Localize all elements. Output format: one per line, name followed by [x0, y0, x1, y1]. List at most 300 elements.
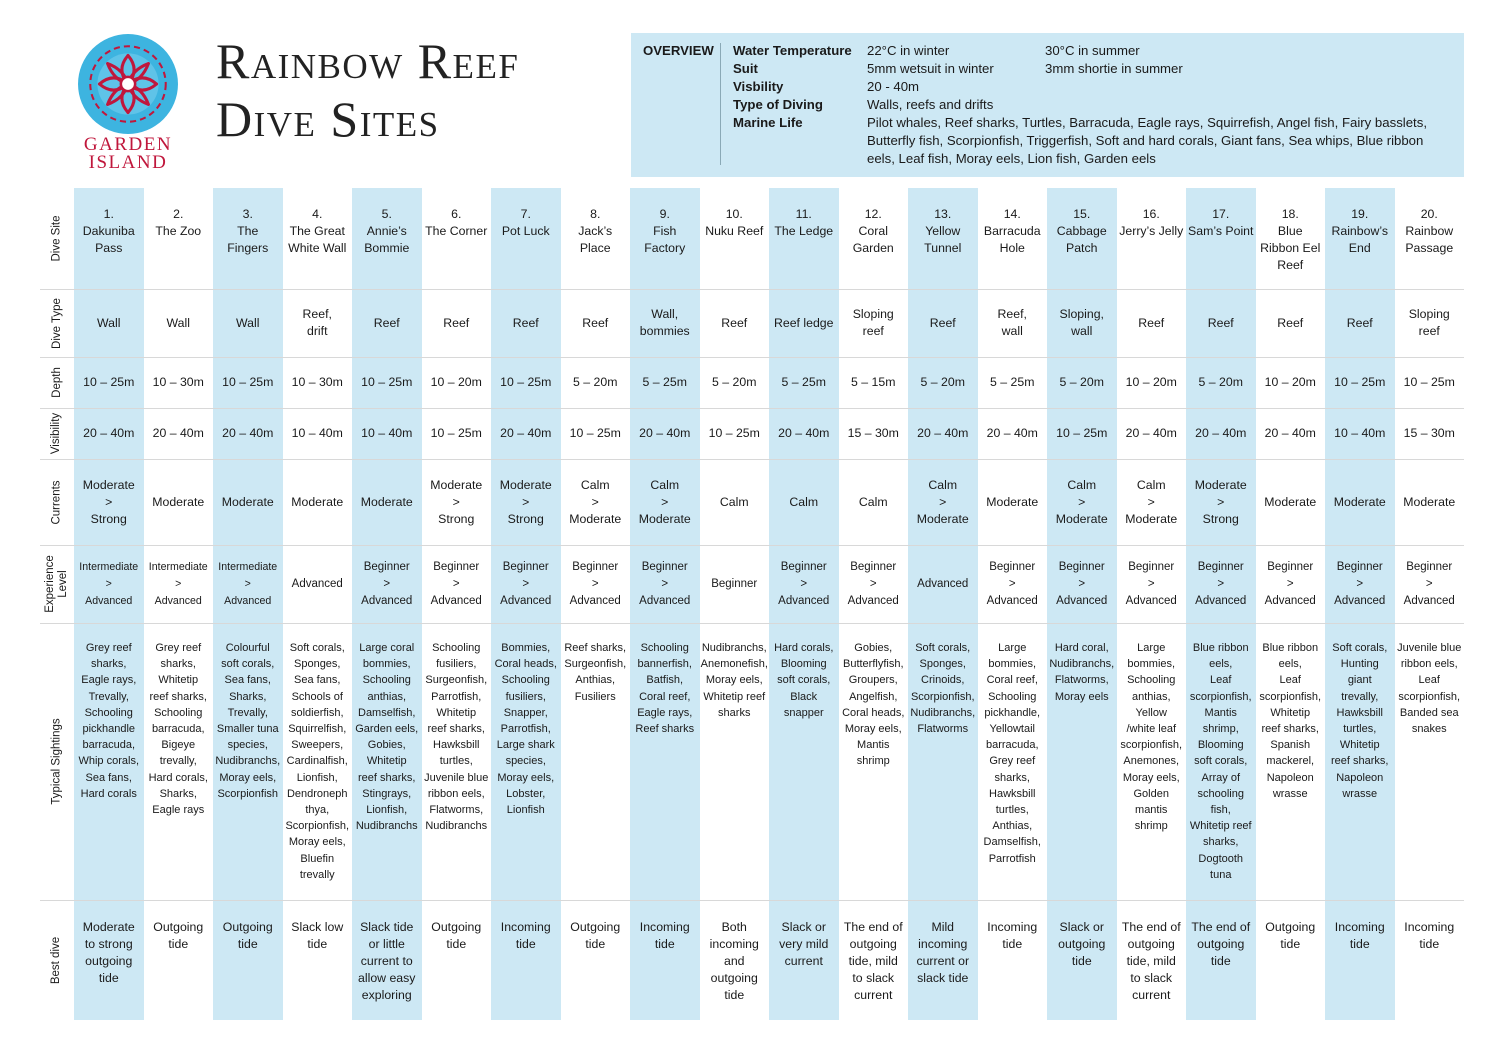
row-header-label: Currents [50, 479, 63, 525]
site-16-exp-cell [1117, 545, 1187, 623]
site-19-sightings-cell [1325, 623, 1395, 900]
overview-value-secondary: 30°C in summer [1045, 43, 1140, 58]
cell-text: Moderate [152, 494, 205, 509]
site-9-type-cell [630, 289, 700, 357]
site-7-sightings-cell [491, 623, 561, 900]
site-4-best-cell [283, 900, 353, 1020]
cell-text: Calm > Moderate [638, 477, 691, 526]
site-6-best-cell [422, 900, 492, 1020]
cell-text: Incoming tide [500, 920, 551, 951]
site-3-best-cell [213, 900, 283, 1020]
row-header-label: Experience Level [44, 555, 70, 613]
site-9-vis-cell [630, 408, 700, 459]
cell-text: 20 – 40m [917, 426, 969, 440]
site-7-vis-cell [491, 408, 561, 459]
site-9-name-cell [630, 188, 700, 289]
row-header-depth [40, 357, 74, 408]
cell-text: Calm > Moderate [1055, 477, 1108, 526]
cell-text: 5. Annie’s Bommie [364, 207, 410, 255]
cell-text: Moderate [1264, 494, 1317, 509]
cell-text: Reef [1346, 315, 1373, 330]
cell-text: Blue ribbon eels, Leaf scorpionfish, Mantis shrimp, Blooming soft corals, Array of schooling fish, Whitetip reef sharks, Dogtooth tuna [1189, 642, 1252, 881]
site-13-name-cell [908, 188, 978, 289]
site-16-currents-cell [1117, 459, 1187, 545]
cell-text: Hard coral, Nudibranchs, Flatworms, Moray eels [1049, 642, 1115, 703]
cell-text: 13. Yellow Tunnel [924, 207, 962, 255]
overview-panel [631, 33, 1464, 177]
cell-text: Outgoing tide [222, 920, 273, 951]
cell-text: 10 – 25m [222, 375, 274, 389]
site-14-type-cell [978, 289, 1048, 357]
site-1-sightings-cell [74, 623, 144, 900]
cell-text: Beginner > Advanced [569, 560, 621, 607]
site-19-name-cell [1325, 188, 1395, 289]
site-11-type-cell [769, 289, 839, 357]
site-17-vis-cell [1186, 408, 1256, 459]
cell-text: 1. Dakuniba Pass [82, 207, 135, 255]
site-19-currents-cell [1325, 459, 1395, 545]
cell-text: Calm > Moderate [916, 477, 969, 526]
site-12-best-cell [839, 900, 909, 1020]
site-8-name-cell [561, 188, 631, 289]
site-2-vis-cell [144, 408, 214, 459]
cell-text: Beginner > Advanced [500, 560, 552, 607]
site-7-depth-cell [491, 357, 561, 408]
site-1-vis-cell [74, 408, 144, 459]
site-1-best-cell [74, 900, 144, 1020]
row-header-label: Dive Type [50, 297, 63, 349]
site-16-sightings-cell [1117, 623, 1187, 900]
cell-text: Incoming tide [987, 920, 1038, 951]
cell-text: Beginner > Advanced [986, 560, 1038, 607]
cell-text: 5 – 20m [712, 375, 757, 389]
cell-text: 10 – 25m [430, 426, 482, 440]
overview-value: 20 - 40m [867, 79, 920, 94]
cell-text: Reef [512, 315, 539, 330]
overview-value: 22°C in winter [867, 43, 950, 58]
cell-text: Sloping, wall [1059, 307, 1104, 338]
site-12-exp-cell [839, 545, 909, 623]
cell-text: 10 – 25m [1334, 375, 1386, 389]
cell-text: 5 – 20m [1059, 375, 1104, 389]
site-11-vis-cell [769, 408, 839, 459]
row-header-exp [40, 545, 74, 623]
overview-value: 5mm wetsuit in winter [867, 61, 994, 76]
cell-text: Advanced [917, 577, 969, 590]
site-18-depth-cell [1256, 357, 1326, 408]
row-header-currents [40, 459, 74, 545]
site-4-depth-cell [283, 357, 353, 408]
cell-text: Slack low tide [291, 920, 344, 951]
site-20-best-cell [1395, 900, 1465, 1020]
cell-text: 5 – 20m [573, 375, 618, 389]
site-6-vis-cell [422, 408, 492, 459]
cell-text: Reef, wall [997, 307, 1027, 338]
site-8-type-cell [561, 289, 631, 357]
cell-text: Reef [1277, 315, 1304, 330]
site-18-vis-cell [1256, 408, 1326, 459]
cell-text: Beginner > Advanced [1264, 560, 1316, 607]
cell-text: Outgoing tide [153, 920, 204, 951]
site-20-depth-cell [1395, 357, 1465, 408]
cell-text: 5 – 20m [1198, 375, 1243, 389]
site-13-exp-cell [908, 545, 978, 623]
site-15-exp-cell [1047, 545, 1117, 623]
site-11-exp-cell [769, 545, 839, 623]
site-8-best-cell [561, 900, 631, 1020]
site-14-name-cell [978, 188, 1048, 289]
cell-text: Nudibranchs, Anemonefish, Moray eels, Whitetip reef sharks [700, 642, 768, 719]
site-2-type-cell [144, 289, 214, 357]
cell-text: Moderate [1403, 494, 1456, 509]
cell-text: Calm [858, 494, 888, 509]
cell-text: Slack or outgoing tide [1058, 920, 1106, 968]
site-3-name-cell [213, 188, 283, 289]
cell-text: 10 – 20m [1264, 375, 1316, 389]
site-2-best-cell [144, 900, 214, 1020]
row-header-type [40, 289, 74, 357]
site-12-name-cell [839, 188, 909, 289]
site-5-type-cell [352, 289, 422, 357]
cell-text: 20 – 40m [986, 426, 1038, 440]
cell-text: 19. Rainbow’s End [1331, 207, 1388, 255]
cell-text: Gobies, Butterflyfish, Groupers, Angelfish, Coral heads, Moray eels, Mantis shrimp [842, 642, 905, 768]
site-11-sightings-cell [769, 623, 839, 900]
site-6-exp-cell [422, 545, 492, 623]
site-20-type-cell [1395, 289, 1465, 357]
cell-text: Moderate to strong outgoing tide [82, 920, 135, 985]
site-14-exp-cell [978, 545, 1048, 623]
cell-text: Intermediate > Advanced [148, 560, 208, 607]
cell-text: Grey reef sharks, Eagle rays, Trevally, Schooling pickhandle barracuda, Whip corals, Sea fans, Hard corals [78, 642, 140, 800]
cell-text: 10 – 40m [361, 426, 413, 440]
site-13-sightings-cell [908, 623, 978, 900]
overview-value: Walls, reefs and drifts [867, 97, 994, 112]
cell-text: 10 – 40m [1334, 426, 1386, 440]
site-5-currents-cell [352, 459, 422, 545]
row-header-label: Best dive [50, 936, 63, 984]
cell-text: 10 – 25m [1056, 426, 1108, 440]
site-1-name-cell [74, 188, 144, 289]
site-8-vis-cell [561, 408, 631, 459]
cell-text: Calm > Moderate [569, 477, 622, 526]
cell-text: Reef ledge [774, 315, 834, 330]
reef-mandala-icon [77, 33, 179, 135]
site-5-depth-cell [352, 357, 422, 408]
cell-text: Juvenile blue ribbon eels, Leaf scorpionfish, Banded sea snakes [1397, 642, 1462, 736]
site-10-name-cell [700, 188, 770, 289]
site-4-type-cell [283, 289, 353, 357]
site-19-exp-cell [1325, 545, 1395, 623]
cell-text: Soft corals, Sponges, Sea fans, Schools of soldierfish, Squirrelfish, Sweepers, Cardinalfish, Lionfish, Dendroneph thya, Scorpionfish, Moray eels, Bluefin trevally [285, 642, 350, 881]
site-10-vis-cell [700, 408, 770, 459]
cell-text: Incoming tide [639, 920, 690, 951]
cell-text: Moderate [1333, 494, 1386, 509]
site-19-best-cell [1325, 900, 1395, 1020]
cell-text: Slack or very mild current [779, 920, 829, 968]
cell-text: 12. Coral Garden [852, 207, 894, 255]
overview-label: OVERVIEW [643, 43, 714, 58]
site-17-currents-cell [1186, 459, 1256, 545]
dive-sites-table [40, 188, 1464, 1020]
cell-text: The end of outgoing tide, mild to slack current [843, 920, 903, 1002]
site-5-vis-cell [352, 408, 422, 459]
cell-text: Beginner > Advanced [778, 560, 830, 607]
site-14-vis-cell [978, 408, 1048, 459]
cell-text: 10 – 25m [83, 375, 135, 389]
site-2-name-cell [144, 188, 214, 289]
cell-text: 5 – 25m [781, 375, 826, 389]
site-7-currents-cell [491, 459, 561, 545]
cell-text: 18. Blue Ribbon Eel Reef [1260, 207, 1321, 272]
site-9-exp-cell [630, 545, 700, 623]
overview-value-secondary: 3mm shortie in summer [1045, 61, 1183, 76]
site-17-depth-cell [1186, 357, 1256, 408]
cell-text: Beginner [711, 577, 758, 590]
row-header-vis [40, 408, 74, 459]
site-6-name-cell [422, 188, 492, 289]
cell-text: Beginner > Advanced [1056, 560, 1108, 607]
cell-text: Moderate [221, 494, 274, 509]
site-18-exp-cell [1256, 545, 1326, 623]
site-12-type-cell [839, 289, 909, 357]
cell-text: Calm [789, 494, 819, 509]
site-17-sightings-cell [1186, 623, 1256, 900]
cell-text: 10 – 30m [152, 375, 204, 389]
site-8-depth-cell [561, 357, 631, 408]
site-18-currents-cell [1256, 459, 1326, 545]
cell-text: 20 – 40m [152, 426, 204, 440]
cell-text: 5 – 20m [920, 375, 965, 389]
cell-text: 20 – 40m [1195, 426, 1247, 440]
site-6-depth-cell [422, 357, 492, 408]
site-15-currents-cell [1047, 459, 1117, 545]
overview-key: Visbility [733, 79, 784, 94]
row-header-label: Dive Site [50, 215, 63, 262]
site-19-type-cell [1325, 289, 1395, 357]
site-14-sightings-cell [978, 623, 1048, 900]
site-8-sightings-cell [561, 623, 631, 900]
site-19-vis-cell [1325, 408, 1395, 459]
cell-text: Moderate > Strong [499, 477, 552, 526]
cell-text: 3. The Fingers [227, 207, 269, 255]
site-9-sightings-cell [630, 623, 700, 900]
cell-text: 4. The Great White Wall [288, 207, 347, 255]
site-7-name-cell [491, 188, 561, 289]
site-2-currents-cell [144, 459, 214, 545]
site-6-type-cell [422, 289, 492, 357]
cell-text: Large coral bommies, Schooling anthias, Damselfish, Garden eels, Gobies, Whitetip reef sharks, Stingrays, Lionfish, Nudibranchs [355, 642, 419, 833]
cell-text: Reef [929, 315, 956, 330]
site-16-depth-cell [1117, 357, 1187, 408]
cell-text: Moderate [291, 494, 344, 509]
cell-text: 5 – 15m [851, 375, 896, 389]
row-header-sightings [40, 623, 74, 900]
cell-text: 14. Barracuda Hole [983, 207, 1041, 255]
site-13-best-cell [908, 900, 978, 1020]
cell-text: Outgoing tide [431, 920, 482, 951]
overview-value: Pilot whales, Reef sharks, Turtles, Barracuda, Eagle rays, Squirrefish, Angel fish, Fairy basslets, Butterfly fish, Scorpionfish, Triggerfish, Soft and hard corals, Giant fans, Sea whips, Blue ribbon eels, Leaf fish, Moray eels, Lion fish, Garden eels [867, 115, 1427, 166]
site-18-name-cell [1256, 188, 1326, 289]
overview-key: Marine Life [733, 115, 803, 130]
cell-text: The end of outgoing tide [1191, 920, 1251, 968]
row-header-best [40, 900, 74, 1020]
cell-text: Blue ribbon eels, Leaf scorpionfish, Whitetip reef sharks, Spanish mackerel, Napoleon wrasse [1259, 642, 1322, 800]
cell-text: 10 – 25m [569, 426, 621, 440]
site-1-depth-cell [74, 357, 144, 408]
cell-text: Intermediate > Advanced [218, 560, 278, 607]
site-20-vis-cell [1395, 408, 1465, 459]
cell-text: 10 – 25m [500, 375, 552, 389]
cell-text: 20 – 40m [500, 426, 552, 440]
site-7-best-cell [491, 900, 561, 1020]
cell-text: Schooling bannerfish, Batfish, Coral reef, Eagle rays, Reef sharks [635, 642, 695, 736]
site-3-depth-cell [213, 357, 283, 408]
site-10-sightings-cell [700, 623, 770, 900]
cell-text: Reef sharks, Surgeonfish, Anthias, Fusiliers [564, 642, 627, 703]
site-16-vis-cell [1117, 408, 1187, 459]
site-11-currents-cell [769, 459, 839, 545]
cell-text: Moderate > Strong [82, 477, 135, 526]
site-13-currents-cell [908, 459, 978, 545]
site-7-exp-cell [491, 545, 561, 623]
site-15-type-cell [1047, 289, 1117, 357]
cell-text: Moderate [360, 494, 413, 509]
cell-text: Wall [236, 315, 260, 330]
site-18-sightings-cell [1256, 623, 1326, 900]
cell-text: 20 – 40m [1264, 426, 1316, 440]
cell-text: 20 – 40m [1125, 426, 1177, 440]
cell-text: Outgoing tide [1265, 920, 1316, 951]
cell-text: 10 – 40m [291, 426, 343, 440]
cell-text: Beginner > Advanced [1125, 560, 1177, 607]
site-10-best-cell [700, 900, 770, 1020]
site-12-vis-cell [839, 408, 909, 459]
site-16-best-cell [1117, 900, 1187, 1020]
site-10-type-cell [700, 289, 770, 357]
cell-text: 6. The Corner [425, 207, 488, 238]
site-3-sightings-cell [213, 623, 283, 900]
site-12-currents-cell [839, 459, 909, 545]
site-18-type-cell [1256, 289, 1326, 357]
site-12-depth-cell [839, 357, 909, 408]
cell-text: Large bommies, Coral reef, Schooling pickhandle, Yellowtail barracuda, Grey reef sharks, Hawksbill turtles, Anthias, Damselfish, Parrotfish [983, 642, 1041, 865]
site-11-name-cell [769, 188, 839, 289]
cell-text: Reef [1207, 315, 1234, 330]
site-4-currents-cell [283, 459, 353, 545]
cell-text: 7. Pot Luck [501, 207, 550, 238]
site-1-currents-cell [74, 459, 144, 545]
row-header-label: Visibility [50, 412, 63, 455]
cell-text: Large bommies, Schooling anthias, Yellow /white leaf scorpionfish, Anemones, Moray eels, Golden mantis shrimp [1120, 642, 1183, 833]
cell-text: 10 – 25m [708, 426, 760, 440]
site-20-currents-cell [1395, 459, 1465, 545]
cell-text: 10. Nuku Reef [705, 207, 764, 238]
site-20-sightings-cell [1395, 623, 1465, 900]
cell-text: Moderate > Strong [430, 477, 483, 526]
cell-text: Wall [166, 315, 190, 330]
site-12-sightings-cell [839, 623, 909, 900]
site-2-exp-cell [144, 545, 214, 623]
cell-text: Wall [97, 315, 121, 330]
cell-text: 20 – 40m [83, 426, 135, 440]
site-11-best-cell [769, 900, 839, 1020]
site-9-currents-cell [630, 459, 700, 545]
cell-text: Beginner > Advanced [847, 560, 899, 607]
site-1-exp-cell [74, 545, 144, 623]
site-3-vis-cell [213, 408, 283, 459]
site-16-type-cell [1117, 289, 1187, 357]
cell-text: Sloping reef [1408, 307, 1450, 338]
site-4-vis-cell [283, 408, 353, 459]
cell-text: 10 – 20m [430, 375, 482, 389]
cell-text: Calm [719, 494, 749, 509]
site-8-currents-cell [561, 459, 631, 545]
row-header-label: Depth [50, 367, 63, 398]
site-5-name-cell [352, 188, 422, 289]
cell-text: 11. The Ledge [774, 207, 834, 238]
garden-island-logo [73, 33, 183, 183]
cell-text: Reef [443, 315, 470, 330]
cell-text: 10 – 25m [1403, 375, 1455, 389]
cell-text: 8. Jack’s Place [578, 207, 613, 255]
site-17-best-cell [1186, 900, 1256, 1020]
cell-text: Sloping reef [852, 307, 894, 338]
cell-text: 10 – 20m [1125, 375, 1177, 389]
cell-text: Reef [373, 315, 400, 330]
cell-text: Calm > Moderate [1125, 477, 1178, 526]
logo-wordmark-line1: GARDEN [83, 134, 173, 155]
site-5-exp-cell [352, 545, 422, 623]
cell-text: Incoming tide [1334, 920, 1385, 951]
page-title [216, 32, 519, 148]
site-7-type-cell [491, 289, 561, 357]
site-3-type-cell [213, 289, 283, 357]
site-10-currents-cell [700, 459, 770, 545]
cell-text: 20. Rainbow Passage [1405, 207, 1454, 255]
cell-text: 15. Cabbage Patch [1056, 207, 1107, 255]
cell-text: Colourful soft corals, Sea fans, Sharks, Trevally, Smaller tuna species, Nudibranchs, Moray eels, Scorpionfish [215, 642, 281, 800]
site-15-vis-cell [1047, 408, 1117, 459]
site-6-sightings-cell [422, 623, 492, 900]
site-8-exp-cell [561, 545, 631, 623]
site-13-vis-cell [908, 408, 978, 459]
cell-text: Reef [582, 315, 609, 330]
page-title-line2: Dive Sites [216, 91, 440, 147]
cell-text: Bommies, Coral heads, Schooling fusiliers, Snapper, Parrotfish, Large shark species, Moray eels, Lobster, Lionfish [494, 642, 557, 817]
cell-text: Reef [721, 315, 748, 330]
cell-text: 10 – 30m [291, 375, 343, 389]
cell-text: 5 – 25m [990, 375, 1035, 389]
cell-text: 9. Fish Factory [644, 207, 686, 255]
site-3-exp-cell [213, 545, 283, 623]
site-15-sightings-cell [1047, 623, 1117, 900]
site-9-depth-cell [630, 357, 700, 408]
site-19-depth-cell [1325, 357, 1395, 408]
site-14-depth-cell [978, 357, 1048, 408]
cell-text: 15 – 30m [847, 426, 899, 440]
cell-text: 17. Sam’s Point [1188, 207, 1254, 238]
cell-text: Mild incoming current or slack tide [916, 920, 970, 985]
site-1-type-cell [74, 289, 144, 357]
cell-text: Grey reef sharks, Whitetip reef sharks, Schooling barracuda, Bigeye trevally, Hard corals, Sharks, Eagle rays [148, 642, 208, 817]
cell-text: 5 – 25m [642, 375, 687, 389]
cell-text: Slack tide or little current to allow easy exploring [358, 920, 416, 1002]
cell-text: Outgoing tide [570, 920, 621, 951]
cell-text: Advanced [291, 577, 343, 590]
site-17-name-cell [1186, 188, 1256, 289]
site-13-depth-cell [908, 357, 978, 408]
